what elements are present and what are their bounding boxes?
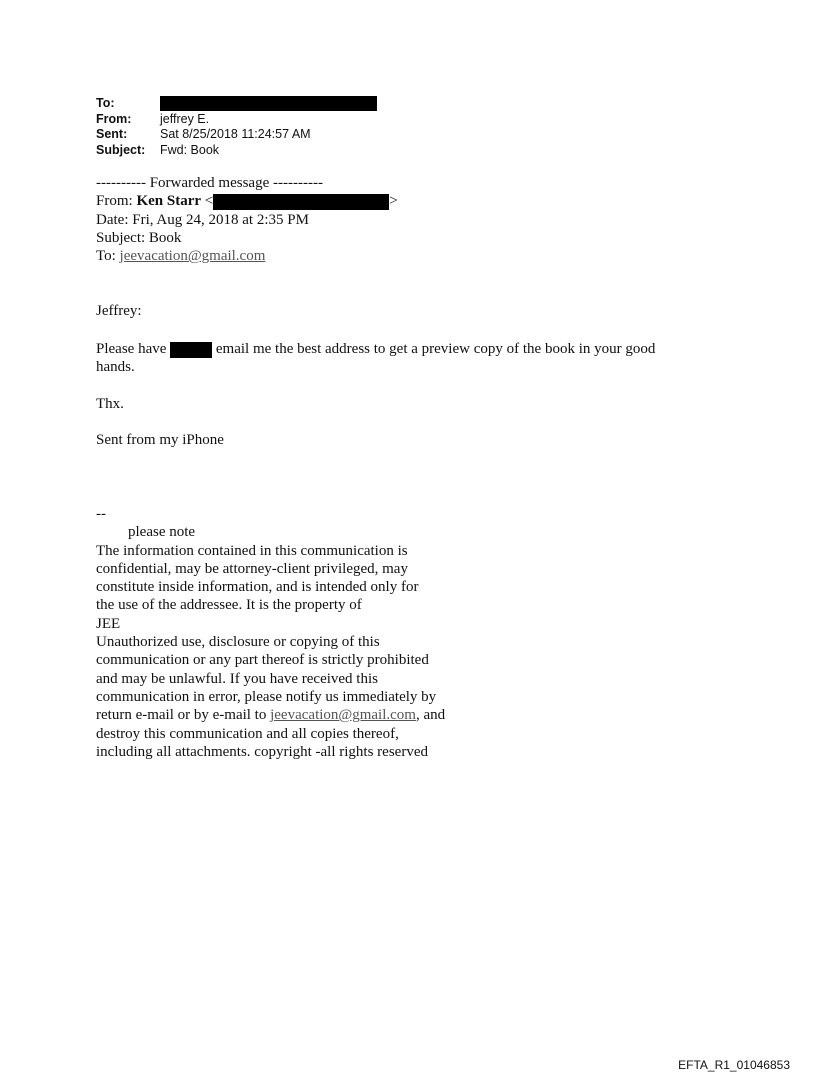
forwarded-to-line <box>96 247 398 265</box>
redaction-bar <box>170 342 212 358</box>
disclaimer-line: JEE <box>96 615 121 632</box>
header-to-row <box>96 96 377 112</box>
forwarded-to-prefix: To: <box>96 248 120 265</box>
disclaimer-line: communication in error, please notify us immediately by <box>96 688 437 705</box>
disclaimer-line: and may be unlawful. If you have received this <box>96 670 378 687</box>
message-line-1 <box>96 340 655 358</box>
message-line-1-start: Please have <box>96 341 171 357</box>
sender-name: Ken Starr <box>136 193 202 210</box>
forwarded-from-prefix: From: <box>96 193 137 210</box>
disclaimer-line: communication or any part thereof is strictly prohibited <box>96 652 429 669</box>
disclaimer-line: constitute inside information, and is intended only for <box>96 579 419 596</box>
return-prefix: return e-mail or by e-mail to <box>96 707 271 724</box>
subject-value: Fwd: Book <box>160 142 220 157</box>
sent-label: Sent: <box>96 127 128 141</box>
disclaimer-line: destroy this communication and all copies thereof, <box>96 725 399 742</box>
disclaimer-line: including all attachments. copyright -all rights reserved <box>96 743 428 760</box>
disclaimer-line: the use of the addressee. It is the property of <box>96 597 362 614</box>
subject-label: Subject: <box>96 142 146 157</box>
message-line-2: hands. <box>96 359 135 376</box>
forwarded-to-email-link[interactable]: jeevacation@gmail.com <box>119 248 266 265</box>
sent-from-line: Sent from my iPhone <box>96 432 224 448</box>
from-value: jeffrey E. <box>160 111 210 126</box>
disclaimer-line: confidential, may be attorney-client privileged, may <box>96 560 408 577</box>
forwarded-subject-line: Subject: Book <box>96 229 182 246</box>
sent-value: Sat 8/25/2018 11:24:57 AM <box>160 127 311 141</box>
forwarded-header <box>96 174 398 265</box>
signature-block <box>96 505 445 761</box>
return-suffix: , and <box>415 707 446 724</box>
header-sent-row <box>96 127 377 143</box>
signature-dashes: -- <box>96 506 106 522</box>
message-line-1-end: email me the best address to get a preview copy of the book in your good <box>212 341 656 357</box>
forwarded-from-open: < <box>201 193 214 210</box>
disclaimer-return-line <box>96 706 445 724</box>
redaction-bar <box>213 194 389 210</box>
email-header <box>96 96 377 158</box>
forwarded-from-line <box>96 192 398 210</box>
document-id: EFTA_R1_01046853 <box>678 1058 790 1072</box>
forwarded-from-close: > <box>389 193 398 210</box>
please-note: please note <box>128 524 196 541</box>
greeting: Jeffrey: <box>96 303 142 319</box>
redaction-bar <box>160 96 377 111</box>
header-subject-row <box>96 143 377 159</box>
disclaimer-line: Unauthorized use, disclosure or copying of this <box>96 634 380 651</box>
disclaimer-line: The information contained in this communication is <box>96 542 408 559</box>
to-label: To: <box>96 96 115 110</box>
header-from-row <box>96 112 377 128</box>
forwarded-date-line: Date: Fri, Aug 24, 2018 at 2:35 PM <box>96 211 309 228</box>
from-label: From: <box>96 111 132 126</box>
forwarded-divider: ---------- Forwarded message ---------- <box>96 175 323 191</box>
thanks-line: Thx. <box>96 396 124 412</box>
message-body <box>96 340 655 377</box>
return-email-link[interactable]: jeevacation@gmail.com <box>270 707 416 724</box>
